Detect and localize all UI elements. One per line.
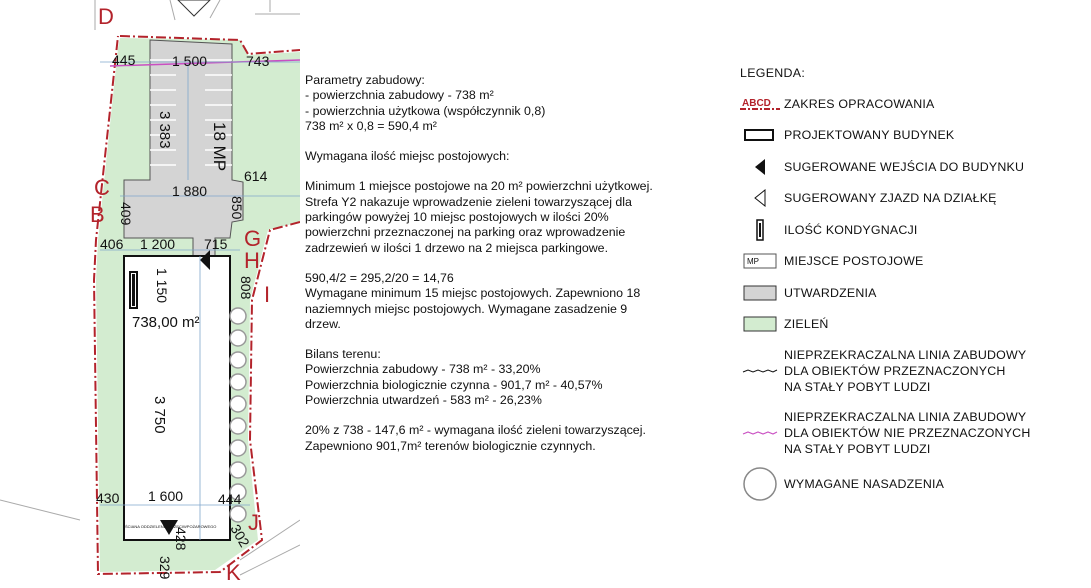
legend-item-nasadzenia — [738, 464, 1088, 504]
legend-item-zjazd — [738, 183, 1088, 215]
legend-label: ILOŚĆ KONDYGNACJI — [784, 222, 918, 237]
legend-label: PROJEKTOWANY BUDYNEK — [784, 128, 955, 143]
paragraph-gap — [305, 134, 725, 149]
dim-1880: 1 880 — [172, 183, 208, 199]
parameter-line: Bilans terenu: — [305, 347, 381, 362]
parameter-line: Minimum 1 miejsce postojowe na 20 m² powierzchni użytkowej. — [305, 179, 653, 194]
legend-label-line: DLA OBIEKTÓW NIE PRZEZNACZONYCH — [784, 426, 1031, 440]
parameter-line: 738 m² x 0,8 = 590,4 m² — [305, 118, 437, 133]
legend-label-line: NA STAŁY POBYT LUDZI — [784, 442, 931, 456]
storey-indicator-inner — [132, 274, 135, 306]
wall-note: ŚCIANA ODDZIELENIA PRZECIWPOŻAROWEGO — [125, 524, 217, 529]
dim-406: 406 — [100, 236, 124, 252]
area-label: 738,00 m² — [132, 314, 200, 331]
paragraph-gap — [305, 408, 725, 423]
boundary-symbol-text: ABCD — [742, 97, 771, 109]
corner-k: K — [226, 560, 241, 585]
parameter-line: Powierzchnia biologicznie czynna - 901,7 m² - 40,57% — [305, 377, 603, 392]
dim-3750: 3 750 — [151, 396, 168, 434]
green-fill-icon — [738, 316, 782, 332]
legend-item-miejsce — [738, 246, 1088, 278]
corner-d: D — [98, 4, 114, 29]
magenta-building-line-icon — [738, 428, 782, 438]
legend — [738, 66, 1088, 504]
paragraph-gap — [305, 256, 725, 271]
corner-c: C — [94, 175, 110, 200]
dim-1150: 1 150 — [154, 268, 170, 304]
legend-item-linia-czarna — [738, 340, 1088, 402]
legend-label-line: NA STAŁY POBYT LUDZI — [784, 380, 931, 394]
dim-445: 445 — [112, 52, 136, 68]
dim-614: 614 — [244, 168, 268, 184]
parameter-line: Wymagane minimum 15 miejsc postojowych. Zapewniono 18 — [305, 286, 641, 301]
parameter-line: Powierzchnia zabudowy - 738 m² - 33,20% — [305, 362, 541, 377]
parameter-line: powierzchni przeznaczonej na parking oraz wprowadzenie — [305, 225, 626, 240]
dim-18mp: 18 MP — [210, 122, 229, 172]
outline-triangle-icon — [738, 189, 782, 207]
legend-item-zakres — [738, 88, 1088, 120]
legend-label: MIEJSCE POSTOJOWE — [784, 254, 924, 269]
parameter-line: Powierzchnia utwardzeń - 583 m² - 26,23% — [305, 393, 542, 408]
parameter-line: - powierzchnia użytkowa (współczynnik 0,8) — [305, 103, 546, 118]
driveway-triangle — [178, 0, 210, 16]
legend-label-line: DLA OBIEKTÓW PRZEZNACZONYCH — [784, 364, 1006, 378]
tree-circle-icon — [738, 466, 782, 502]
legend-label-line: NIEPRZEKRACZALNA LINIA ZABUDOWY — [784, 410, 1027, 424]
filled-triangle-icon — [738, 158, 782, 176]
dim-302: 302 — [227, 521, 253, 550]
parameter-line: Parametry zabudowy: — [305, 73, 425, 87]
legend-item-kondygnacje — [738, 214, 1088, 246]
legend-label: SUGEROWANY ZJAZD NA DZIAŁKĘ — [784, 191, 997, 206]
legend-item-zielen — [738, 309, 1088, 341]
corner-i: I — [264, 282, 271, 307]
parking-symbol-text: MP — [747, 257, 759, 267]
dim-743: 743 — [246, 53, 270, 69]
legend-item-wejscia — [738, 151, 1088, 183]
legend-title: LEGENDA: — [740, 66, 806, 80]
parking-box-icon — [738, 253, 782, 269]
parameter-line: 20% z 738 - 147,6 m² - wymagana ilość zieleni towarzyszącej. — [305, 423, 646, 438]
parameter-line: parkingów powyżej 10 miejsc postojowych w ilości 20% — [305, 210, 609, 225]
corner-b: B — [90, 202, 105, 227]
parameter-line: Zapewniono 901,7m² terenów biologicznie czynnych. — [305, 438, 596, 453]
dim-3383: 3 383 — [156, 111, 173, 149]
legend-label: SUGEROWANE WEJŚCIA DO BUDYNKU — [784, 159, 1025, 174]
dim-444: 444 — [218, 491, 242, 507]
legend-label: ZIELEŃ — [784, 317, 829, 332]
dim-1600: 1 600 — [148, 488, 184, 504]
dim-1200: 1 200 — [140, 236, 176, 252]
dim-1500: 1 500 — [172, 53, 208, 69]
corner-g: G — [244, 226, 262, 251]
legend-label: UTWARDZENIA — [784, 285, 877, 300]
legend-label: WYMAGANE NASADZENIA — [784, 477, 945, 491]
dim-329: 329 — [157, 556, 173, 580]
site-plan — [0, 0, 300, 588]
corner-j: J — [248, 510, 259, 535]
parameter-line: zadrzewień w ilości 1 drzewo na 2 miejsca parkingowe. — [305, 240, 609, 255]
dim-808: 808 — [238, 276, 254, 300]
paragraph-gap — [305, 164, 725, 179]
parameter-line: Wymagana ilość miejsc postojowych: — [305, 149, 510, 164]
parameter-line: drzew. — [305, 316, 341, 331]
legend-item-linia-magenta — [738, 402, 1088, 464]
paragraph-gap — [305, 332, 725, 347]
legend-label: ZAKRES OPRACOWANIA — [784, 96, 935, 111]
parameter-line: 590,4/2 = 295,2/20 = 14,76 — [305, 270, 454, 285]
dim-850: 850 — [229, 196, 245, 220]
black-building-line-icon — [738, 366, 782, 376]
building-outline-icon — [738, 128, 782, 142]
dim-430: 430 — [96, 490, 120, 506]
dim-428: 428 — [173, 527, 189, 551]
legend-label-line: NIEPRZEKRACZALNA LINIA ZABUDOWY — [784, 348, 1027, 362]
parameters-block — [305, 73, 725, 454]
parameter-line: Strefa Y2 nakazuje wprowadzenie zieleni towarzyszącej dla — [305, 194, 632, 209]
parameter-line: naziemnych miejsc postojowych. Wymagane zasadzenie 9 — [305, 301, 628, 316]
grey-fill-icon — [738, 285, 782, 301]
legend-item-budynek — [738, 120, 1088, 152]
parameter-line: - powierzchnia zabudowy - 738 m² — [305, 88, 494, 103]
legend-item-utwardzenia — [738, 277, 1088, 309]
dim-409: 409 — [118, 202, 134, 226]
dashed-boundary-icon — [738, 96, 782, 112]
storey-bar-icon — [738, 219, 782, 241]
corner-h: H — [244, 248, 260, 273]
dim-715: 715 — [204, 236, 228, 252]
